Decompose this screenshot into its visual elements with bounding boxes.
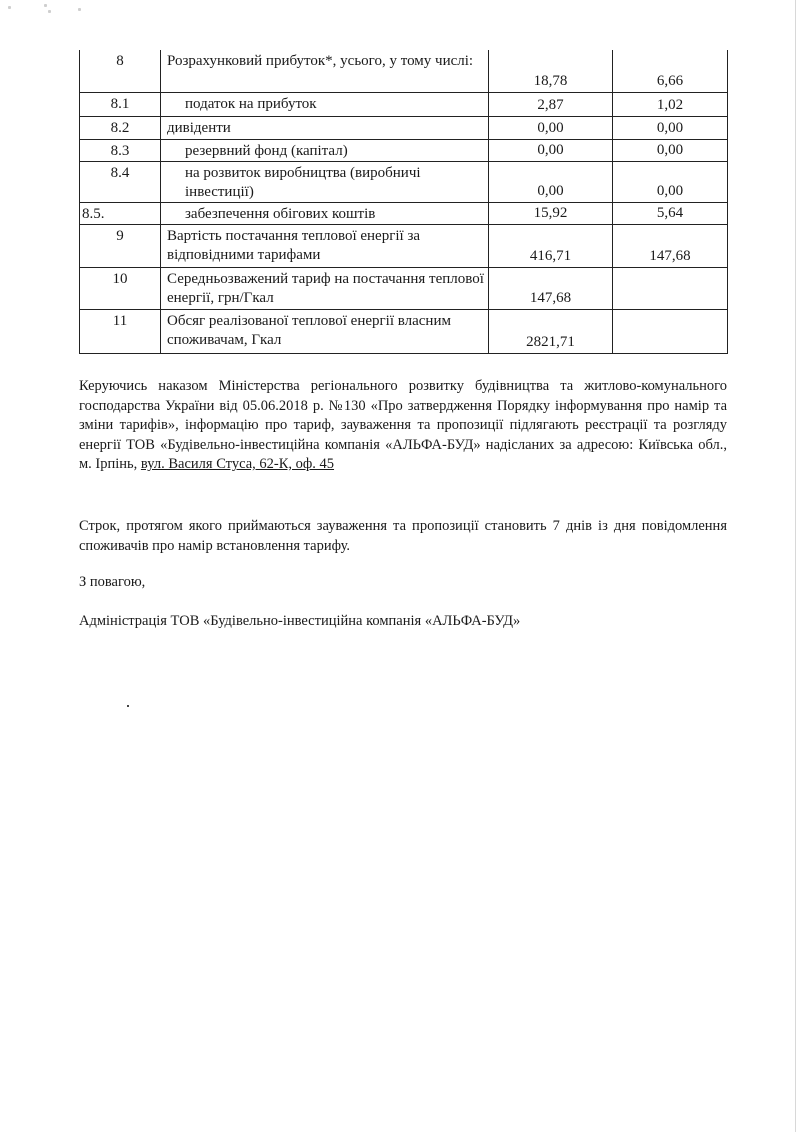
- row-value-2: 6,66: [613, 50, 728, 92]
- row-number: 9: [80, 224, 161, 267]
- table-row: [80, 92, 728, 116]
- row-value-2: [613, 267, 728, 309]
- row-number: 8.5.: [80, 202, 161, 224]
- row-value-2: 0,00: [613, 116, 728, 139]
- scan-dot: [127, 705, 129, 707]
- row-value-1: 416,71: [489, 224, 613, 267]
- row-number: 8: [80, 50, 161, 92]
- row-number: 8.1: [80, 92, 161, 116]
- tariff-table: [79, 50, 728, 354]
- row-indicator-name: дивіденти: [161, 116, 489, 139]
- row-value-1: 15,92: [489, 202, 613, 224]
- row-value-2: 147,68: [613, 224, 728, 267]
- row-indicator-name: податок на прибуток: [161, 92, 489, 116]
- row-value-1: 2,87: [489, 92, 613, 116]
- row-value-2: 0,00: [613, 161, 728, 202]
- table-row: [80, 139, 728, 161]
- row-number: 11: [80, 309, 161, 353]
- row-indicator-name: резервний фонд (капітал): [161, 139, 489, 161]
- regards-line: З повагою,: [79, 574, 146, 590]
- table-row: [80, 202, 728, 224]
- row-value-1: 2821,71: [489, 309, 613, 353]
- row-value-2: 1,02: [613, 92, 728, 116]
- row-indicator-name: Розрахунковий прибуток*, усього, у тому числі:: [161, 50, 489, 92]
- row-indicator-name: забезпечення обігових коштів: [161, 202, 489, 224]
- scan-page-edge: [795, 0, 796, 1132]
- row-indicator-name: Вартість постачання теплової енергії за відповідними тарифами: [161, 224, 489, 267]
- table-row: [80, 309, 728, 353]
- row-indicator-name: на розвиток виробництва (виробничі інвестиції): [161, 161, 489, 202]
- table-row: [80, 116, 728, 139]
- legal-basis-text: Керуючись наказом Міністерства регіонального розвитку будівництва та житлово-комунального господарства України від 05.06.2018 р. №130 «Про затвердження Порядку інформування про намір та зміни тарифів», інформацію про тариф, зауваження та пропозиції підлягають реєстрації та розгляду енергії ТОВ «Будівельно-інвестиційна компанія «АЛЬФА-БУД» надісланих за адресою: Київська обл., м. Ірпінь,: [79, 378, 727, 472]
- table-row: [80, 161, 728, 202]
- tariff-table-container: [79, 50, 727, 354]
- table-row: [80, 267, 728, 309]
- row-value-1: 0,00: [489, 139, 613, 161]
- row-indicator-name: Середньозважений тариф на постачання теплової енергії, грн/Гкал: [161, 267, 489, 309]
- scan-specks: [0, 4, 90, 16]
- term-paragraph: Строк, протягом якого приймаються зауваження та пропозиції становить 7 днів із дня повідомлення споживачів про намір встановлення тарифу.: [79, 518, 727, 554]
- row-number: 10: [80, 267, 161, 309]
- row-value-2: 5,64: [613, 202, 728, 224]
- signature-line: Адміністрація ТОВ «Будівельно-інвестиційна компанія «АЛЬФА-БУД»: [79, 613, 521, 629]
- row-number: 8.2: [80, 116, 161, 139]
- row-value-1: 18,78: [489, 50, 613, 92]
- row-number: 8.4: [80, 161, 161, 202]
- table-row: [80, 224, 728, 267]
- row-indicator-name: Обсяг реалізованої теплової енергії власним споживачам, Гкал: [161, 309, 489, 353]
- row-value-1: 147,68: [489, 267, 613, 309]
- row-value-2: [613, 309, 728, 353]
- table-row: [80, 50, 728, 92]
- address-underlined: вул. Василя Стуса, 62-К, оф. 45: [140, 456, 335, 472]
- row-value-1: 0,00: [489, 161, 613, 202]
- row-value-2: 0,00: [613, 139, 728, 161]
- legal-basis-paragraph: [79, 377, 727, 475]
- row-value-1: 0,00: [489, 116, 613, 139]
- row-number: 8.3: [80, 139, 161, 161]
